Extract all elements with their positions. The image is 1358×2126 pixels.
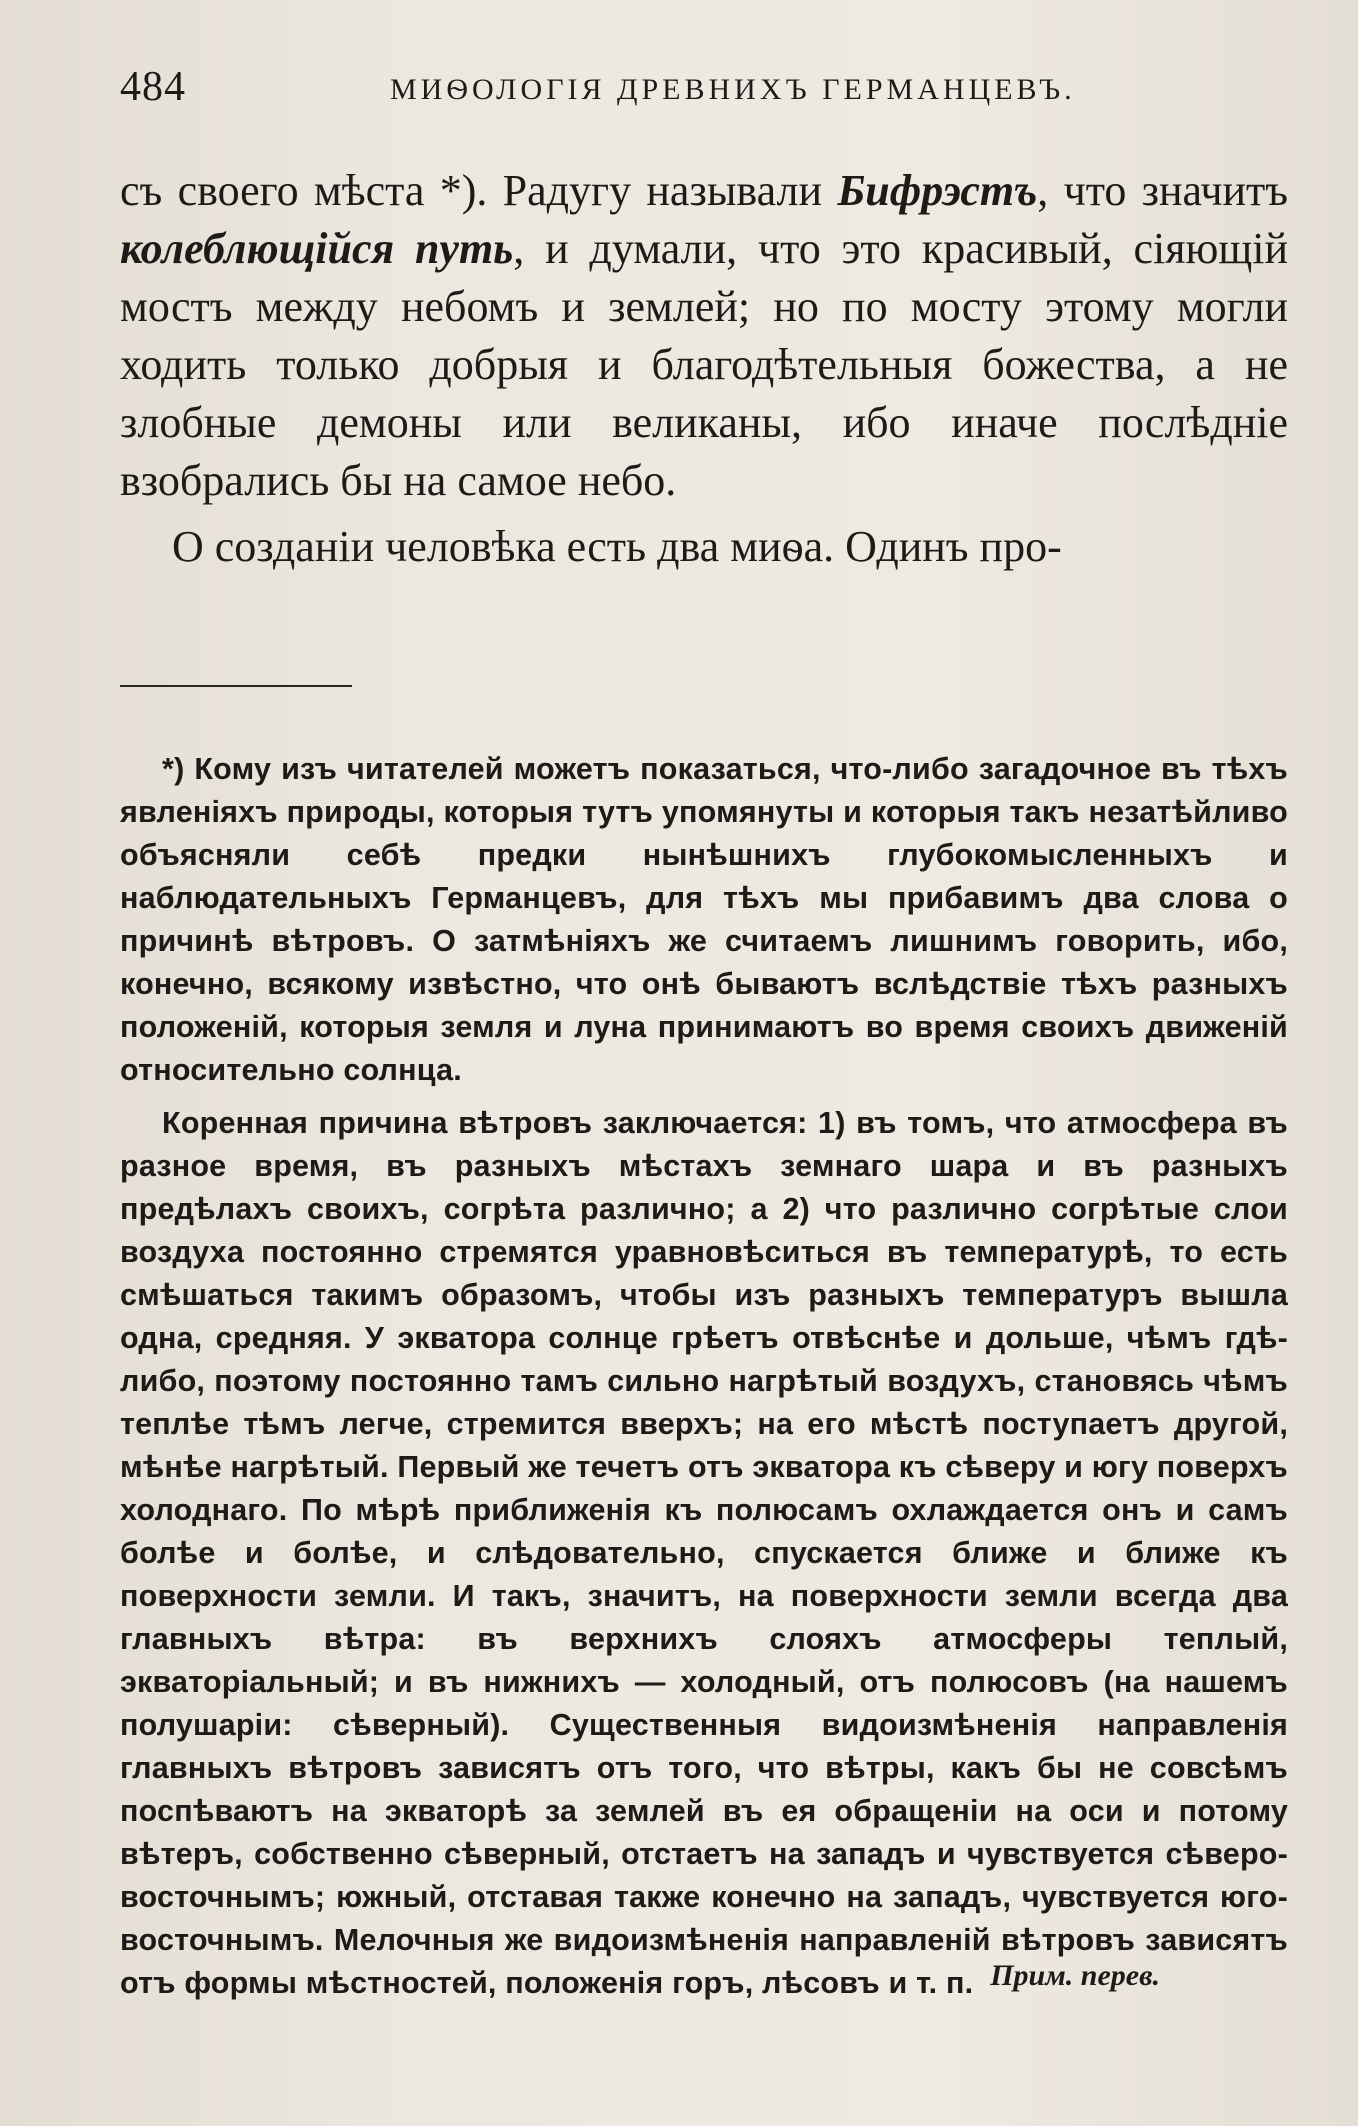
bifrest-term: Бифрэстъ xyxy=(837,166,1038,215)
main-text xyxy=(120,162,1288,576)
footnotes xyxy=(120,748,1288,2005)
footnote-paragraph-2: Коренная причина вѣтровъ заключается: 1) въ томъ, что атмосфера въ разное время, въ разныхъ мѣстахъ земнаго шара и въ разныхъ предѣлахъ своихъ, согрѣта различно; а 2) что различно согрѣтые слои воздуха постоянно стремятся уравновѣситься въ температурѣ, то есть смѣшаться такимъ образомъ, чтобы изъ разныхъ температуръ вышла одна, средняя. У экватора солнце грѣетъ отвѣснѣе и дольше, чѣмъ гдѣ-либо, поэтому постоянно тамъ сильно нагрѣтый воздухъ, становясь чѣмъ теплѣе тѣмъ легче, стремится вверхъ; на его мѣстѣ поступаетъ другой, мѣнѣе нагрѣтый. Первый же течетъ отъ экватора къ сѣверу и югу поверхъ холоднаго. По мѣрѣ приближенія къ полюсамъ охлаждается онъ и самъ болѣе и болѣе, и слѣдовательно, спускается ближе и ближе къ поверхности земли. И такъ, значитъ, на поверхности земли всегда два главныхъ вѣтра: въ верхнихъ слояхъ атмосферы теплый, экваторіальный; и въ нижнихъ — холодный, отъ полюсовъ (на нашемъ полушаріи: сѣверный). Существенныя видоизмѣненія направленія главныхъ вѣтровъ зависятъ отъ того, что вѣтры, какъ бы не совсѣмъ поспѣваютъ на экваторѣ за землей въ ея обращеніи на оси и потому вѣтеръ, собственно сѣверный, отстаетъ на западъ и чувствуется сѣверо-восточнымъ; южный, отставая также конечно на западъ, чувствуется юго-восточнымъ. Мелочныя же видоизмѣненія направленій вѣтровъ зависятъ отъ формы мѣстностей, положенія горъ, лѣсовъ и т. п. xyxy=(120,1106,1288,2000)
main-paragraph-1-text-1: съ своего мѣста *). Радугу называли xyxy=(120,166,838,215)
footnote-paragraph-1: *) Кому изъ читателей можетъ показаться, что-либо загадочное въ тѣхъ явленіяхъ природы, которыя тутъ упомянуты и которыя такъ незатѣйливо объясняли себѣ предки нынѣшнихъ глубокомысленныхъ и наблюдательныхъ Германцевъ, для тѣхъ мы прибавимъ два слова о причинѣ вѣтровъ. О затмѣніяхъ же считаемъ лишнимъ говорить, ибо, конечно, всякому извѣстно, что онѣ бываютъ вслѣдствіе тѣхъ разныхъ положеній, которыя земля и луна принимаютъ во время своихъ движеній относительно солнца. xyxy=(120,752,1288,1087)
main-paragraph-1 xyxy=(120,162,1288,510)
main-paragraph-2: О созданіи человѣка есть два миѳа. Одинъ про- xyxy=(172,522,1062,571)
main-paragraph-1-text-3: , и думали, что это красивый, сіяющій мостъ между небомъ и землей; но по мосту этому могли ходить только добрыя и благодѣтельныя божества, а не злобные демоны или великаны, ибо иначе послѣдніе взобрались бы на самое небо. xyxy=(120,224,1288,505)
footnote-separator xyxy=(120,685,352,687)
main-paragraph-1-text-2: , что значитъ xyxy=(1037,166,1288,215)
page-header xyxy=(120,62,1288,112)
page-number: 484 xyxy=(120,64,186,110)
running-title: МИѲОЛОГІЯ ДРЕВНИХЪ ГЕРМАНЦЕВЪ. xyxy=(390,73,1076,106)
swaying-path-term: колеблющійся путь xyxy=(120,224,514,273)
translator-note-signature: Прим. перев. xyxy=(990,1959,1160,1992)
